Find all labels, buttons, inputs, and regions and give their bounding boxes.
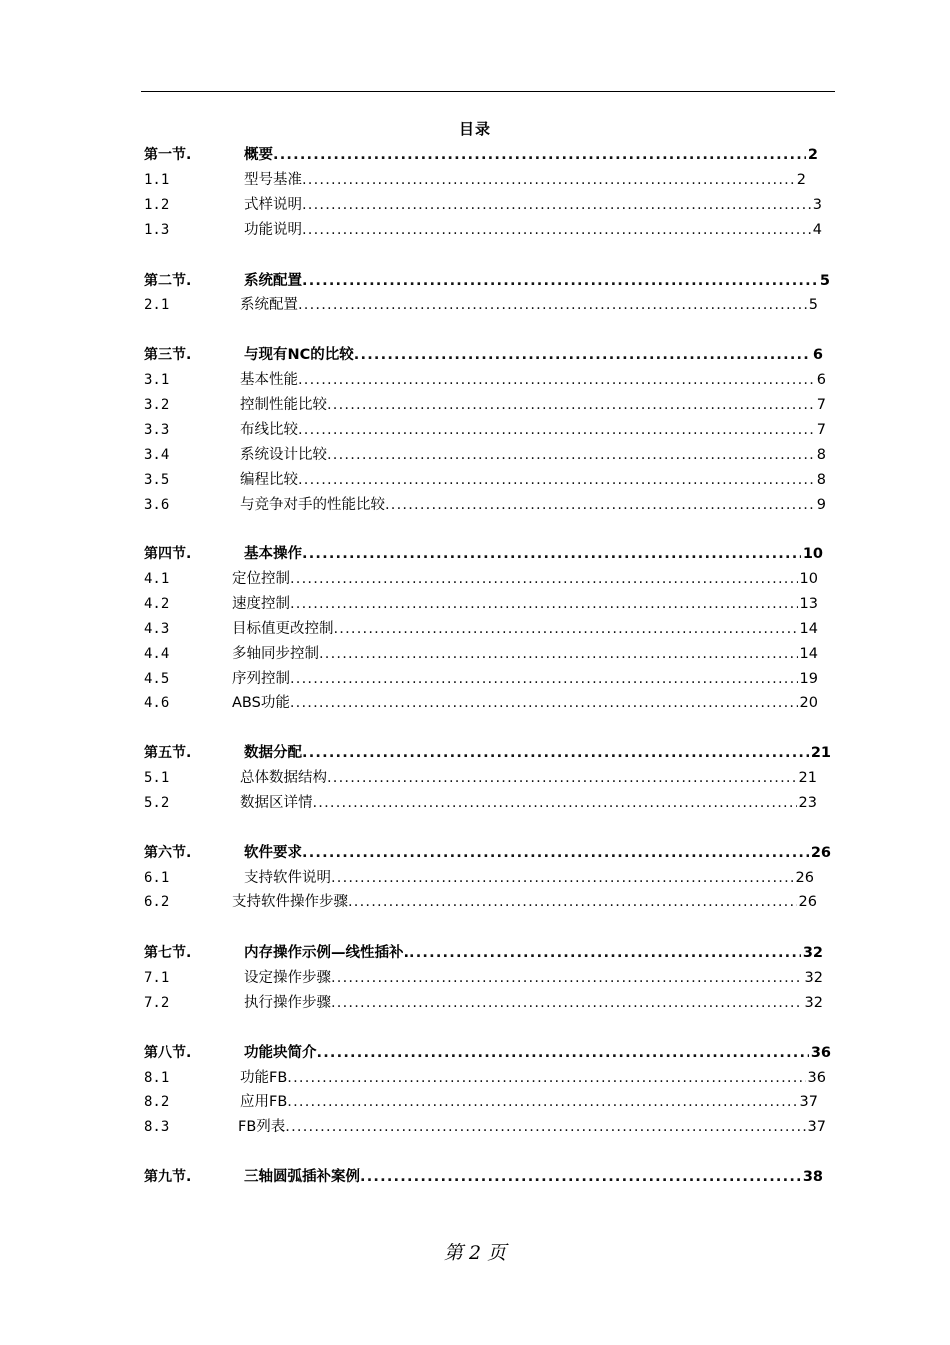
toc-entry-label: 内存操作示例—线性插补. <box>244 945 410 961</box>
dot-leader <box>327 446 815 464</box>
toc-subsection-row[interactable] <box>144 392 826 416</box>
toc-entry-page: 26 <box>810 845 831 861</box>
toc-entry-label: 三轴圆弧插补案例 <box>244 1169 360 1185</box>
toc-entry-number: 1.1 <box>144 172 170 188</box>
toc-entry-number: 第七节. <box>144 945 192 961</box>
toc-entry-number: 3.1 <box>144 372 170 388</box>
toc-entry-number: 8.1 <box>144 1070 170 1086</box>
toc-entry-label: 与现有NC的比较 <box>244 347 354 363</box>
toc-entry-number: 第六节. <box>144 845 192 861</box>
toc-entry-label: 概要 <box>244 147 273 163</box>
toc-entry-page: 32 <box>804 970 823 986</box>
toc-section-row[interactable] <box>144 740 831 764</box>
toc-entry-number: 5.1 <box>144 770 170 786</box>
toc-entry-label: 支持软件说明 <box>244 870 331 886</box>
toc-entry-number: 4.4 <box>144 646 170 662</box>
toc-subsection-row[interactable] <box>144 666 818 690</box>
dot-leader <box>285 1118 805 1136</box>
toc-entry-page: 26 <box>798 894 817 910</box>
toc-entry-number: 4.2 <box>144 596 170 612</box>
toc-entry-number: 第二节. <box>144 273 192 289</box>
dot-leader <box>302 272 818 290</box>
dot-leader <box>302 744 809 762</box>
toc-entry-page: 14 <box>799 621 818 637</box>
toc-entry-label: 与竞争对手的性能比较 <box>240 497 385 513</box>
toc-entry-page: 37 <box>799 1094 818 1110</box>
toc-entry-page: 7 <box>816 397 826 413</box>
dot-leader <box>290 595 798 613</box>
toc-entry-page: 7 <box>816 422 826 438</box>
toc-entry-label: 总体数据结构 <box>240 770 327 786</box>
toc-entry-page: 14 <box>799 646 818 662</box>
dot-leader <box>287 1093 797 1111</box>
toc-entry-page: 19 <box>799 671 818 687</box>
toc-entry-number: 2.1 <box>144 297 170 313</box>
toc-entry-number: 4.1 <box>144 571 170 587</box>
toc-entry-number: 7.2 <box>144 995 170 1011</box>
dot-leader <box>302 171 795 189</box>
dot-leader <box>331 994 803 1012</box>
toc-entry-page: 5 <box>808 297 818 313</box>
toc-entry-label: 执行操作步骤 <box>244 995 331 1011</box>
toc-entry-number: 6.2 <box>144 894 170 910</box>
dot-leader <box>334 620 798 638</box>
toc-entry-page: 9 <box>816 497 826 513</box>
toc-subsection-row[interactable] <box>144 690 818 714</box>
dot-leader <box>290 694 798 712</box>
toc-entry-page: 8 <box>816 447 826 463</box>
toc-entry-number: 第五节. <box>144 745 192 761</box>
dot-leader <box>354 346 811 364</box>
toc-entry-label: 软件要求 <box>244 845 302 861</box>
toc-entry-label: 支持软件操作步骤 <box>232 894 348 910</box>
toc-entry-label: 功能FB <box>240 1070 288 1086</box>
dot-leader <box>298 421 815 439</box>
toc-entry-page: 10 <box>802 546 823 562</box>
toc-entry-number: 7.1 <box>144 970 170 986</box>
toc-entry-number: 3.6 <box>144 497 170 513</box>
toc-entry-number: 第三节. <box>144 347 192 363</box>
toc-entry-page: 36 <box>807 1070 826 1086</box>
toc-subsection-row[interactable] <box>144 591 818 615</box>
toc-entry-label: 速度控制 <box>232 596 290 612</box>
toc-entry-page: 6 <box>812 347 823 363</box>
toc-subsection-row[interactable] <box>144 566 818 590</box>
toc-subsection-row[interactable] <box>144 367 826 391</box>
dot-leader <box>313 794 797 812</box>
dot-leader <box>287 1069 805 1087</box>
toc-entry-number: 8.2 <box>144 1094 170 1110</box>
toc-entry-label: 目标值更改控制 <box>232 621 334 637</box>
toc-entry-label: 序列控制 <box>232 671 290 687</box>
toc-subsection-row[interactable] <box>144 990 823 1014</box>
dot-leader <box>331 969 803 987</box>
toc-entry-label: 编程比较 <box>240 472 298 488</box>
dot-leader <box>409 944 801 962</box>
toc-subsection-row[interactable] <box>144 467 826 491</box>
toc-entry-page: 38 <box>802 1169 823 1185</box>
dot-leader <box>290 570 798 588</box>
toc-subsection-row[interactable] <box>144 1089 818 1113</box>
toc-entry-label: 设定操作步骤 <box>244 970 331 986</box>
toc-entry-label: 系统设计比较 <box>240 447 327 463</box>
dot-leader <box>302 844 809 862</box>
toc-section-row[interactable] <box>144 342 823 366</box>
toc-subsection-row[interactable] <box>144 889 817 913</box>
toc-entry-label: 应用FB <box>240 1094 288 1110</box>
toc-entry-number: 4.3 <box>144 621 170 637</box>
toc-subsection-row[interactable] <box>144 167 806 191</box>
toc-entry-number: 1.3 <box>144 222 170 238</box>
dot-leader <box>302 545 801 563</box>
toc-subsection-row[interactable] <box>144 965 823 989</box>
dot-leader <box>348 893 797 911</box>
dot-leader <box>327 396 815 414</box>
toc-entry-label: 多轴同步控制 <box>232 646 319 662</box>
dot-leader <box>385 496 815 514</box>
toc-entry-page: 32 <box>802 945 823 961</box>
toc-subsection-row[interactable] <box>144 641 818 665</box>
toc-entry-number: 第八节. <box>144 1045 192 1061</box>
toc-entry-page: 26 <box>795 870 814 886</box>
toc-entry-number: 3.2 <box>144 397 170 413</box>
toc-subsection-row[interactable] <box>144 217 822 241</box>
dot-leader <box>327 769 797 787</box>
toc-entry-label: 基本性能 <box>240 372 298 388</box>
toc-subsection-row[interactable] <box>144 1065 826 1089</box>
toc-entry-number: 1.2 <box>144 197 170 213</box>
toc-subsection-row[interactable] <box>144 865 814 889</box>
dot-leader <box>298 471 815 489</box>
toc-entry-page: 20 <box>799 695 818 711</box>
toc-entry-label: 系统配置 <box>244 273 302 289</box>
dot-leader <box>360 1168 801 1186</box>
dot-leader <box>317 1044 809 1062</box>
dot-leader <box>298 371 815 389</box>
toc-entry-label: 布线比较 <box>240 422 298 438</box>
toc-section-row[interactable] <box>144 840 831 864</box>
toc-subsection-row[interactable] <box>144 292 818 316</box>
toc-entry-page: 2 <box>807 147 818 163</box>
toc-entry-page: 21 <box>798 770 817 786</box>
dot-leader <box>290 670 798 688</box>
toc-entry-page: 5 <box>819 273 830 289</box>
toc-entry-label: 系统配置 <box>240 297 298 313</box>
page-footer: 第 2 页 <box>443 1242 507 1264</box>
toc-section-row[interactable] <box>144 142 818 166</box>
toc-entry-number: 3.5 <box>144 472 170 488</box>
dot-leader <box>302 196 811 214</box>
toc-subsection-row[interactable] <box>144 492 826 516</box>
toc-entry-label: 数据区详情 <box>240 795 313 811</box>
toc-subsection-row[interactable] <box>144 417 826 441</box>
toc-entry-page: 21 <box>810 745 831 761</box>
toc-entry-label: 定位控制 <box>232 571 290 587</box>
toc-subsection-row[interactable] <box>144 765 817 789</box>
toc-entry-label: FB列表 <box>238 1119 286 1135</box>
toc-section-row[interactable] <box>144 268 830 292</box>
toc-title: 目录 <box>458 120 491 138</box>
toc-entry-number: 6.1 <box>144 870 170 886</box>
toc-entry-page: 10 <box>799 571 818 587</box>
toc-entry-number: 5.2 <box>144 795 170 811</box>
toc-entry-page: 23 <box>798 795 817 811</box>
toc-entry-number: 4.6 <box>144 695 170 711</box>
toc-section-row[interactable] <box>144 541 823 565</box>
toc-entry-page: 8 <box>816 472 826 488</box>
toc-entry-number: 第一节. <box>144 147 192 163</box>
toc-entry-page: 4 <box>812 222 822 238</box>
toc-entry-page: 32 <box>804 995 823 1011</box>
toc-entry-number: 3.3 <box>144 422 170 438</box>
toc-section-row[interactable] <box>144 940 823 964</box>
toc-subsection-row[interactable] <box>144 790 817 814</box>
dot-leader <box>319 645 798 663</box>
toc-entry-page: 13 <box>799 596 818 612</box>
toc-entry-page: 2 <box>796 172 806 188</box>
toc-entry-page: 36 <box>810 1045 831 1061</box>
toc-entry-label: 基本操作 <box>244 546 302 562</box>
toc-entry-page: 3 <box>812 197 822 213</box>
toc-entry-label: 型号基准 <box>244 172 302 188</box>
toc-entry-label: 功能说明 <box>244 222 302 238</box>
dot-leader <box>302 221 811 239</box>
toc-entry-number: 3.4 <box>144 447 170 463</box>
toc-entry-label: 数据分配 <box>244 745 302 761</box>
toc-entry-page: 6 <box>816 372 826 388</box>
dot-leader <box>298 296 807 314</box>
toc-entry-label: 式样说明 <box>244 197 302 213</box>
toc-subsection-row[interactable] <box>144 442 826 466</box>
toc-entry-page: 37 <box>807 1119 826 1135</box>
toc-entry-number: 第九节. <box>144 1169 192 1185</box>
toc-section-row[interactable] <box>144 1164 823 1188</box>
toc-entry-label: 功能块简介 <box>244 1045 317 1061</box>
toc-entry-number: 4.5 <box>144 671 170 687</box>
toc-subsection-row[interactable] <box>144 1114 826 1138</box>
toc-section-row[interactable] <box>144 1040 831 1064</box>
dot-leader <box>331 869 794 887</box>
toc-entry-number: 8.3 <box>144 1119 170 1135</box>
toc-entry-label: ABS功能 <box>232 695 290 711</box>
dot-leader <box>273 146 806 164</box>
toc-subsection-row[interactable] <box>144 192 822 216</box>
toc-entry-number: 第四节. <box>144 546 192 562</box>
toc-entry-label: 控制性能比较 <box>240 397 327 413</box>
toc-subsection-row[interactable] <box>144 616 818 640</box>
